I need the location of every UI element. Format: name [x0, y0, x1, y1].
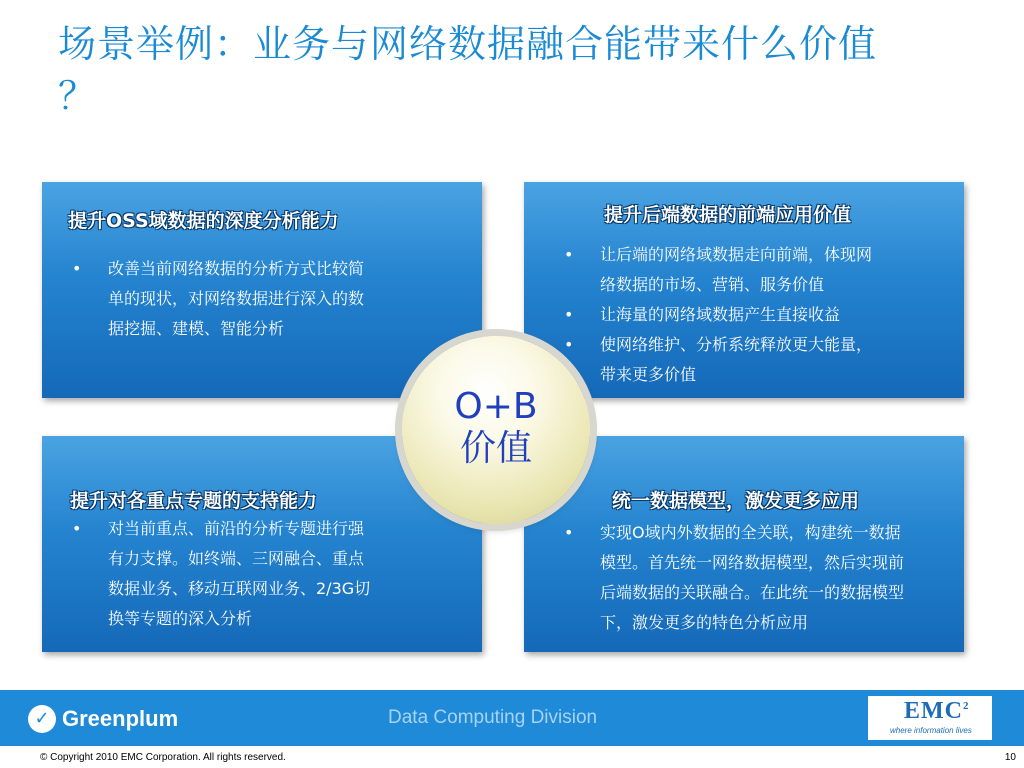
bullet-item: [564, 240, 954, 300]
slide-title-line2: ？: [58, 74, 98, 118]
bullet-line: • 对当前重点、前沿的分析专题进行强: [108, 519, 365, 538]
bullet-list: [72, 514, 472, 634]
bullet-line: • 使网络维护、分析系统释放更大能量，: [600, 335, 873, 354]
emc-tagline: where information lives: [890, 726, 972, 735]
hub-line2: 价值: [459, 428, 532, 469]
center-hub: [402, 336, 590, 524]
quadrant-heading: 提升OSS域数据的深度分析能力: [68, 210, 339, 232]
bullet-line: 模型。首先统一网络数据模型，然后实现前: [600, 553, 905, 572]
quadrant-oss-analysis: [42, 182, 482, 398]
bullet-line: 数据业务、移动互联网业务、2/3G切: [108, 579, 371, 598]
emc-logo-superscript: 2: [963, 700, 970, 712]
bullet-list: [564, 518, 960, 638]
bullet-list: [564, 240, 954, 390]
quadrant-heading: 提升对各重点专题的支持能力: [70, 490, 318, 512]
bullet-line: 络数据的市场、营销、服务价值: [600, 275, 825, 294]
bullet-item: [564, 300, 954, 330]
bullet-line: 单的现状，对网络数据进行深入的数: [108, 289, 365, 308]
quadrant-unified-model: [524, 436, 964, 652]
emc-logo-word: EMC: [904, 698, 963, 724]
bullet-line: 据挖掘、建模、智能分析: [108, 319, 285, 338]
footer-band: [0, 690, 1024, 746]
bullet-list: [72, 254, 472, 344]
bullet-line: 有力支撑。如终端、三网融合、重点: [108, 549, 365, 568]
emc-logo-text: [904, 698, 970, 725]
bullet-item: [564, 330, 954, 390]
bullet-line: • 让海量的网络域数据产生直接收益: [600, 305, 841, 324]
copyright-notice: © Copyright 2010 EMC Corporation. All rights reserved.: [40, 752, 286, 763]
bullet-line: • 改善当前网络数据的分析方式比较简: [108, 259, 365, 278]
bullet-item: [564, 518, 960, 638]
bullet-line: • 实现O域内外数据的全关联，构建统一数据: [600, 523, 901, 542]
quadrant-heading: 统一数据模型，激发更多应用: [612, 490, 860, 512]
emc-logo: [868, 696, 992, 740]
slide-title-line1: 场景举例：业务与网络数据融合能带来什么价值: [58, 22, 878, 66]
greenplum-logo-text: Greenplum: [62, 706, 179, 731]
bullet-line: 带来更多价值: [600, 365, 697, 384]
bullet-line: 下，激发更多的特色分析应用: [600, 613, 809, 632]
slide-title: [58, 18, 1018, 122]
bullet-line: 后端数据的关联融合。在此统一的数据模型: [600, 583, 905, 602]
quadrant-backend-value: [524, 182, 964, 398]
quadrant-heading: 提升后端数据的前端应用价值: [604, 204, 852, 226]
greenplum-logo: [28, 704, 178, 734]
hub-line1: O+B: [454, 386, 538, 427]
bullet-line: 换等专题的深入分析: [108, 609, 253, 628]
bullet-item: [72, 254, 472, 344]
bullet-item: [72, 514, 472, 634]
page-number: 10: [1004, 752, 1016, 763]
greenplum-logo-icon: ✓: [28, 705, 56, 733]
division-label: Data Computing Division: [388, 707, 598, 728]
bullet-line: • 让后端的网络域数据走向前端，体现网: [600, 245, 873, 264]
